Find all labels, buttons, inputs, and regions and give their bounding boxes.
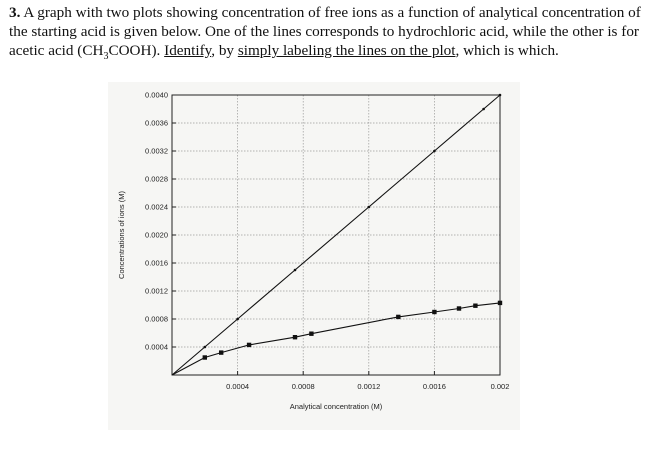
series-0-point (499, 94, 502, 97)
series-0-point (433, 150, 436, 153)
series-1-point (396, 315, 400, 319)
subscript-3: 3 (103, 51, 109, 63)
series-0-point (294, 269, 297, 272)
y-tick-label: 0.0020 (145, 230, 168, 240)
y-tick-label: 0.0012 (145, 286, 168, 296)
question-text-part-4: , which is which. (455, 42, 559, 59)
series-layer (172, 94, 502, 375)
x-tick-label: 0.0012 (357, 382, 381, 391)
y-tick-label: 0.0040 (145, 90, 168, 100)
x-tick-label: 0.0016 (422, 382, 446, 391)
y-tick-label: 0.0032 (145, 146, 168, 156)
x-tick-label: 0.002 (490, 382, 510, 391)
series-1-point (247, 343, 251, 347)
y-axis-ticks (145, 91, 176, 352)
y-tick-label: 0.0028 (145, 174, 168, 184)
identify-word: Identify (164, 42, 212, 59)
x-axis-label: Analytical concentration (M) (289, 402, 383, 411)
series-0-point (482, 108, 485, 111)
series-1-point (203, 355, 207, 359)
y-tick-label: 0.0024 (145, 202, 168, 212)
y-tick-label: 0.0004 (145, 342, 168, 352)
y-tick-label: 0.0008 (145, 314, 168, 324)
series-1-point (498, 301, 502, 305)
series-0-point (368, 206, 371, 209)
series-1-point (293, 335, 297, 339)
series-1-point (432, 310, 436, 314)
question-text-part-2: COOH). (108, 42, 165, 59)
question-text-part-1: A graph with two plots showing concentration of free ions as a function of analytical concentration of the starting acid is given below. One of the lines corresponds to hydrochloric acid, while the other is for acetic acid (CH (9, 4, 641, 59)
y-tick-label: 0.0036 (145, 118, 168, 128)
series-1-point (473, 304, 477, 308)
question-text-part-3: , by (211, 42, 238, 59)
series-0-point (204, 346, 207, 349)
series-1-point (309, 332, 313, 336)
series-0-point (236, 318, 239, 321)
y-tick-label: 0.0016 (145, 258, 168, 268)
series-1-point (219, 350, 223, 354)
labeling-phrase: simply labeling the lines on the plot (237, 42, 456, 59)
series-1-line (172, 303, 500, 375)
x-tick-label: 0.0004 (226, 382, 250, 391)
series-0 (172, 94, 501, 375)
x-tick-label: 0.0008 (291, 382, 315, 391)
series-1 (172, 301, 502, 375)
y-axis-label: Concentrations of ions (M) (117, 191, 126, 279)
series-1-point (457, 306, 461, 310)
x-axis-ticks (226, 371, 509, 391)
question-number: 3. (9, 4, 21, 21)
